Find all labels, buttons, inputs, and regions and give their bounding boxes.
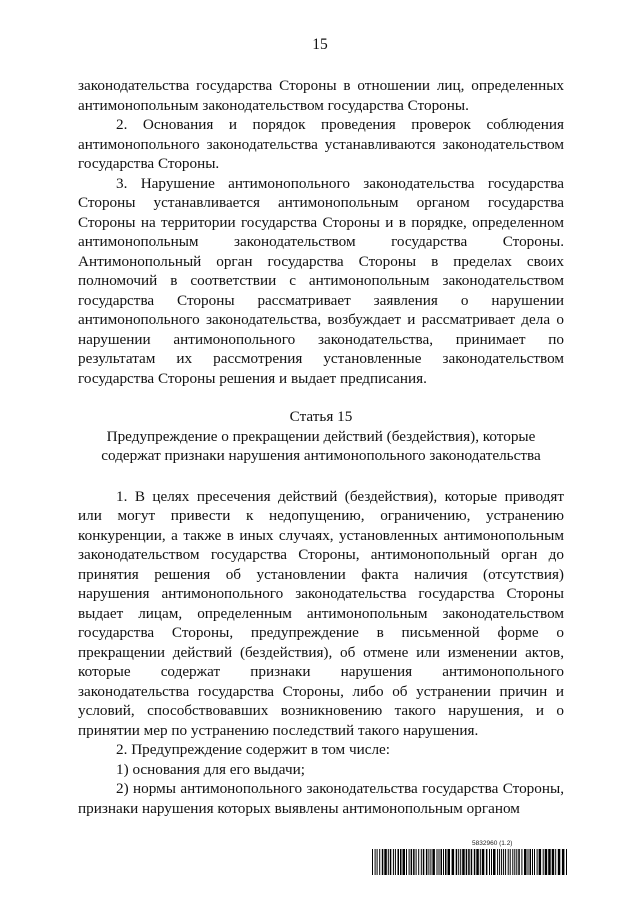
document-code: 5832960 (1.2) [472, 840, 513, 847]
paragraph: 2) нормы антимонопольного законодательства государства Стороны, признаки нарушения которых выявлены антимонопольным органом [78, 780, 564, 817]
article-body [78, 487, 564, 819]
paragraph: 3. Нарушение антимонопольного законодательства государства Стороны устанавливается антимонопольным органом государства Стороны на территории государства Стороны и в порядке, определенном антимонопольным законодательством государства Стороны. Антимонопольный орган государства Стороны в пределах своих полномочий в соответствии с антимонопольным законодательством государства Стороны рассматривает заявления о нарушении антимонопольного законодательства, возбуждает и рассматривает дела о нарушении антимонопольного законодательства, принимает по результатам их рассмотрения установленные законодательством государства Стороны решения и выдает предписания. [78, 174, 564, 387]
page-number: 15 [312, 36, 328, 53]
top-section [78, 76, 564, 388]
article-heading [78, 407, 564, 466]
article-title-line: Предупреждение о прекращении действий (бездействия), которые [106, 427, 536, 445]
barcode-icon [372, 849, 568, 875]
paragraph: 1. В целях пресечения действий (бездействия), которые приводят или могут привести к недопущению, ограничению, устранению конкуренции, а также в иных случаях, установленных антимонопольным законодательством государства Стороны, антимонопольный орган до принятия решения об установлении факта наличия (отсутствия) нарушения антимонопольного законодательства государства Стороны выдает лицам, определенным антимонопольным законодательством государства Стороны, предупреждение в письменной форме о прекращении действий (бездействия), об отмене или изменении актов, которые содержат признаки нарушения антимонопольного законодательства государства Стороны, либо об устранении причин и условий, способствовавших возникновению такого нарушения, и о принятии мер по устранению последствий такого нарушения. [78, 487, 564, 739]
paragraph: 1) основания для его выдачи; [116, 760, 305, 778]
document-footer [372, 840, 568, 876]
article-title-line: содержат признаки нарушения антимонопольного законодательства [101, 447, 541, 464]
paragraph: 2. Основания и порядок проведения проверок соблюдения антимонопольного законодательства устанавливаются законодательством государства Стороны. [78, 116, 564, 172]
article-number: Статья 15 [289, 408, 353, 425]
paragraph: законодательства государства Стороны в отношении лиц, определенных антимонопольным законодательством государства Стороны. [78, 77, 564, 114]
document-body [78, 76, 564, 818]
paragraph: 2. Предупреждение содержит в том числе: [116, 741, 391, 758]
